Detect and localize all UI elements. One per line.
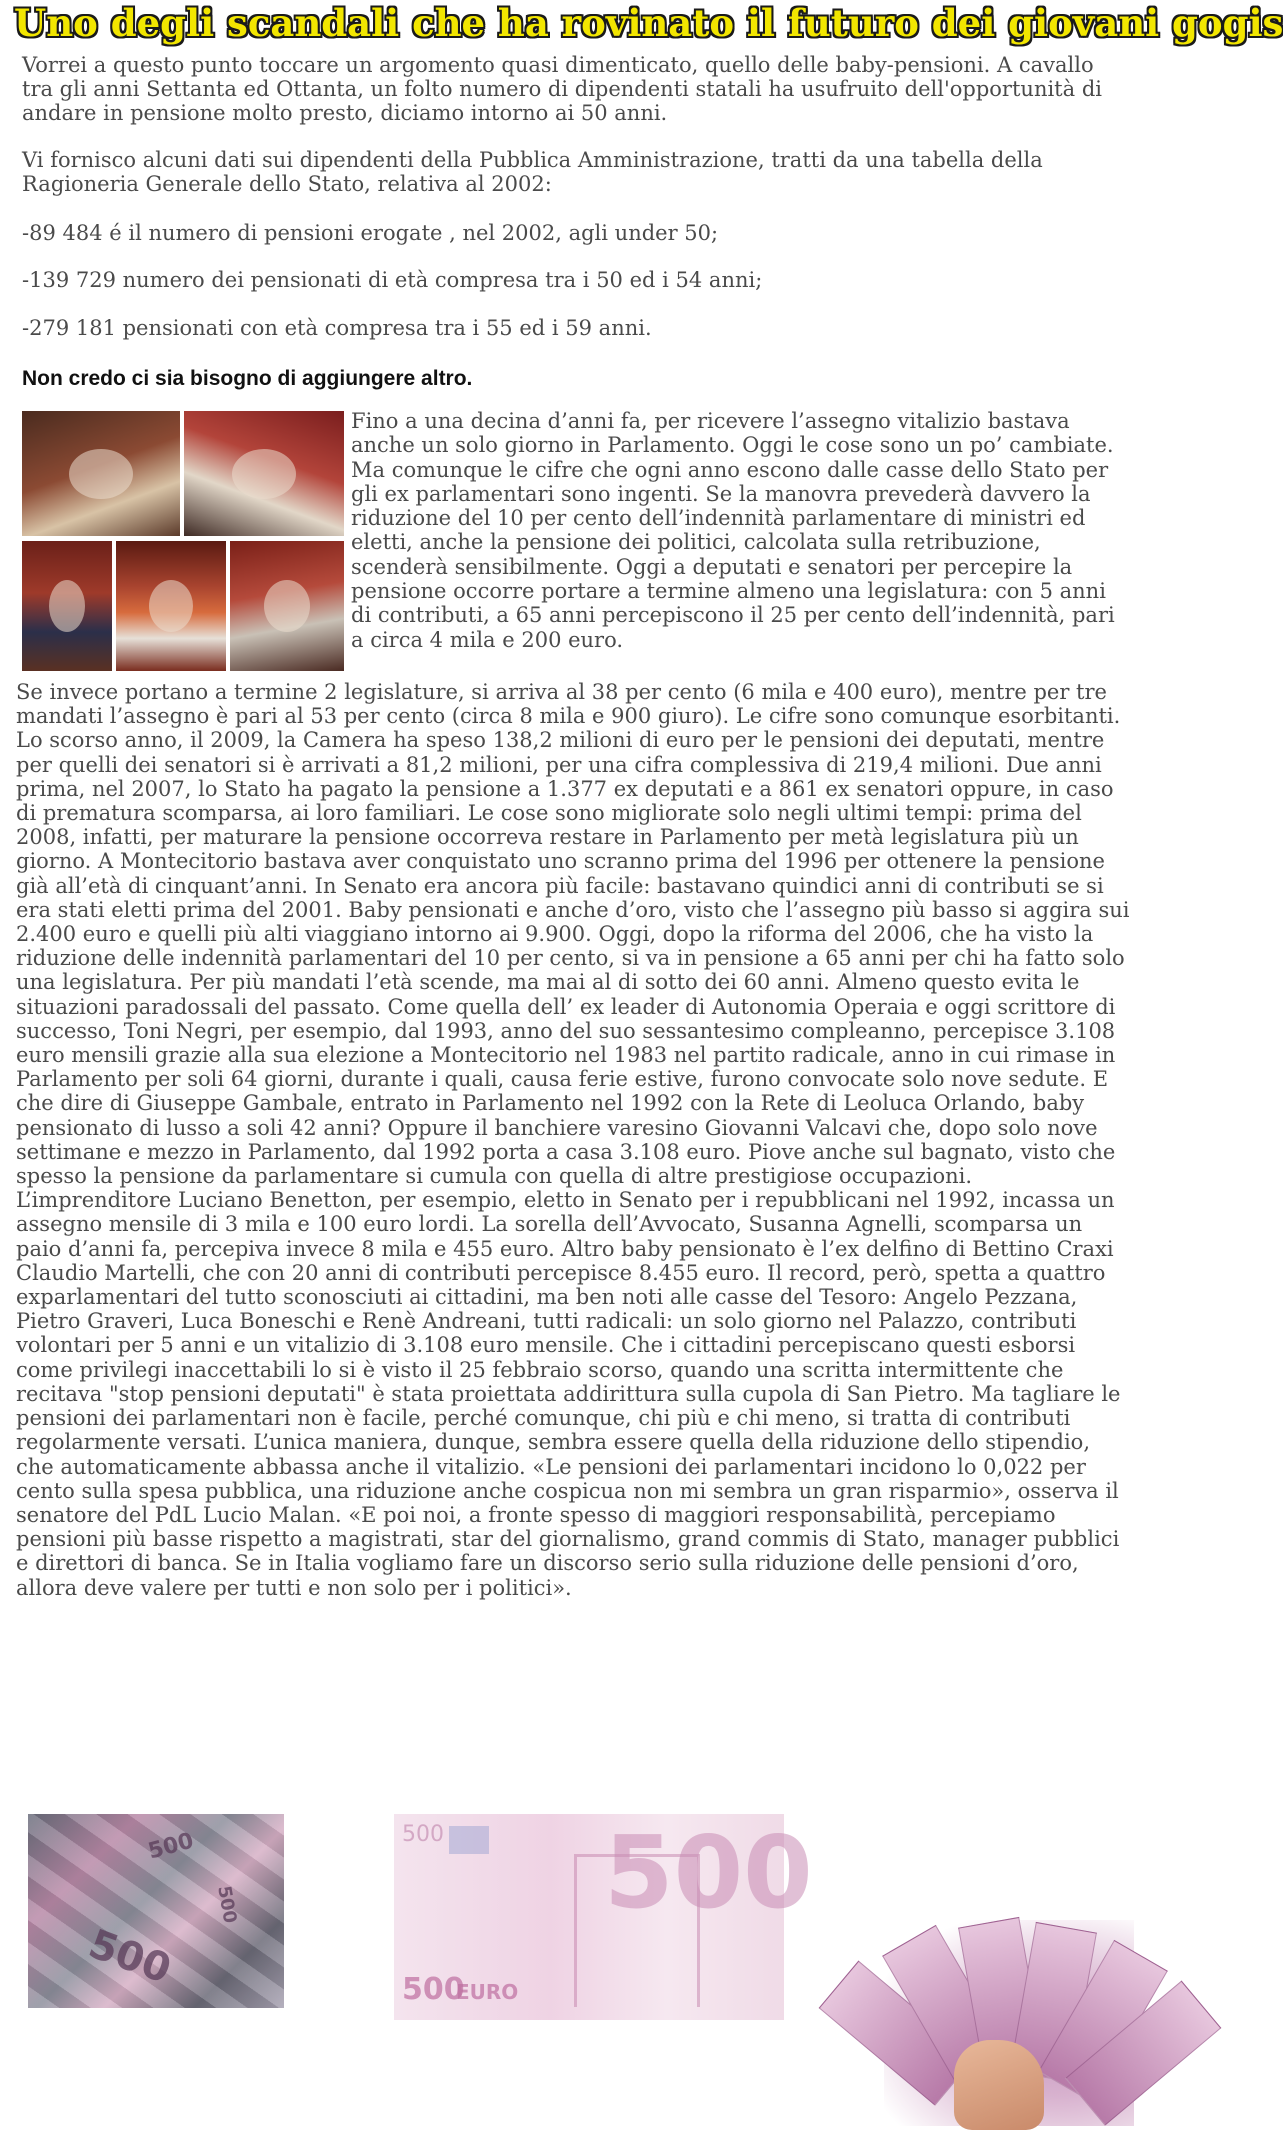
banknote-euro-label: EURO <box>456 1980 519 2004</box>
eu-flag-icon <box>449 1826 489 1854</box>
article-body: Se invece portano a termine 2 legislature, si arriva al 38 per cento (6 mila e 400 euro), mentre per tre mandati l’assegno è pari al 53 per cento (circa 8 mila e 900 giuro). Le cifre sono comunque esorbitanti. Lo scorso anno, il 2009, la Camera ha speso 138,2 milioni di euro per le pensioni dei deputati, mentre per quelli dei senatori si è arrivati a 81,2 milioni, per una cifra complessiva di 219,4 milioni. Due anni prima, nel 2007, lo Stato ha pagato la pensione a 1.377 ex deputati e a 861 ex senatori oppure, in caso di prematura scomparsa, ai loro familiari. Le cose sono migliorate solo negli ultimi tempi: prima del 2008, infatti, per maturare la pensione occorreva restare in Parlamento per metà legislatura più un giorno. A Montecitorio bastava aver conquistato uno scranno prima del 1996 per ottenere la pensione già all’età di cinquant’anni. In Senato era ancora più facile: bastavano quindici anni di contributi se si era stati eletti prima del 2001. Baby pensionati e anche d’oro, visto che l’assegno più basso si aggira sui 2.400 euro e quelli più alti viaggiano intorno ai 9.900. Oggi, dopo la riforma del 2006, che ha visto la riduzione delle indennità parlamentari del 10 per cento, si va in pensione a 65 anni per chi ha fatto solo una legislatura. Per più mandati l’età scende, ma mai al di sotto dei 60 anni. Almeno questo evita le situazioni paradossali del passato. Come quella dell’ ex leader di Autonomia Operaia e oggi scrittore di successo, Toni Negri, per esempio, dal 1993, anno del suo sessantesimo compleanno, percepisce 3.108 euro mensili grazie alla sua elezione a Montecitorio nel 1983 nel partito radicale, anno in cui rimase in Parlamento per soli 64 giorni, durante i quali, causa ferie estive, furono convocate solo nove sedute. E che dire di Giuseppe Gambale, entrato in Parlamento nel 1992 con la Rete di Leoluca Orlando, baby pensionato di lusso a soli 42 anni? Oppure il banchiere varesino Giovanni Valcavi che, dopo solo nove settimane e mezzo in Parlamento, dal 1992 porta a casa 3.108 euro. Piove anche sul bagnato, visto che spesso la pensione da parlamentare si cumula con quella di altre prestigiose occupazioni. L’imprenditore Luciano Benetton, per esempio, eletto in Senato per i repubblicani nel 1992, incassa un assegno mensile di 3 mila e 100 euro lordi. La sorella dell’Avvocato, Susanna Agnelli, scomparsa un paio d’anni fa, percepiva invece 8 mila e 455 euro. Altro baby pensionato è l’ex delfino di Bettino Craxi Claudio Martelli, che con 20 anni di contributi percepisce 8.455 euro. Il record, però, spetta a quattro exparlamentari del tutto sconosciuti ai cittadini, ma ben noti alle casse del Tesoro: Angelo Pezzana, Pietro Graveri, Luca Boneschi e Renè Andreani, tutti radicali: un solo giorno nel Palazzo, contributi volontari per 5 anni e un vitalizio di 3.108 euro mensile. Che i cittadini percepiscano questi esborsi come privilegi inaccettabili lo si è visto il 25 febbraio scorso, quando una scritta intermittente che recitava "stop pensioni deputati" è stata proiettata addirittura sulla cupola di San Pietro. Ma tagliare le pensioni dei parlamentari non è facile, perché comunque, chi più e chi meno, si tratta di contributi regolarmente versati. L’unica maniera, dunque, sembra essere quella della riduzione dello stipendio, che automaticamente abbassa anche il vitalizio. «Le pensioni dei parlamentari incidono lo 0,022 per cento sulla spesa pubblica, una riduzione anche cospicua non mi sembra un gran risparmio», osserva il senatore del PdL Lucio Malan. «E poi noi, a fronte spesso di maggiori responsabilità, percepiamo pensioni più basse rispetto a magistrati, star del giornalismo, grand commis di Stato, manager pubblici e direttori di banca. Se in Italia vogliamo fare un discorso serio sulla riduzione delle pensioni d’oro, allora deve valere per tutti e non solo per i politici». <box>16 680 1130 1600</box>
euro-500-banknote-image <box>394 1814 813 2020</box>
intro-paragraph-1: Vorrei a questo punto toccare un argomento quasi dimenticato, quello delle baby-pensioni. A cavallo tra gli anni Settanta ed Ottanta, un folto numero di dipendenti statali ha usufruito dell'opportunità di andare in pensione molto presto, diciamo intorno ai 50 anni. <box>22 53 1102 125</box>
politician-photo-4 <box>116 541 226 671</box>
stat-50-54: -139 729 numero dei pensionati di età compresa tra i 50 ed i 54 anni; <box>22 268 763 292</box>
note-label: 500 <box>213 1884 241 1925</box>
note-label: 500 <box>82 1921 177 1993</box>
sleeping-politicians-collage <box>22 411 344 671</box>
banknote-corner-value: 500 <box>402 1822 444 1847</box>
note-label: 500 <box>145 1828 197 1865</box>
banknotes-pile-image <box>28 1814 284 2008</box>
pension-intro-text: Fino a una decina d’anni fa, per ricevere l’assegno vitalizio bastava anche un solo giorno in Parlamento. Oggi le cose sono un po’ cambiate. Ma comunque le cifre che ogni anno escono dalle casse dello Stato per gli ex parlamentari sono ingenti. Se la manovra prevederà davvero la riduzione del 10 per cento dell’indennità parlamentare di ministri ed eletti, anche la pensione dei politici, calcolata sulla retribuzione, scenderà sensibilmente. Oggi a deputati e senatori per percepire la pensione occorre portare a termine almeno una legislatura: con 5 anni di contributi, a 65 anni percepiscono il 25 per cento dell’indennità, pari a circa 4 mila e 200 euro. <box>351 409 1115 652</box>
intro-paragraph-2: Vi fornisco alcuni dati sui dipendenti della Pubblica Amministrazione, tratti da una tabella della Ragioneria Generale dello Stato, relativa al 2002: <box>22 148 1043 196</box>
conclusion-line: Non credo ci sia bisogno di aggiungere altro. <box>22 367 473 390</box>
banknote-large-value: 500 <box>604 1814 813 1931</box>
banknote-small-value: 500 <box>402 1972 465 2007</box>
politician-photo-1 <box>22 411 180 536</box>
politician-photo-5 <box>230 541 344 671</box>
hand-icon <box>954 2040 1044 2130</box>
politician-photo-2 <box>184 411 344 536</box>
stat-under-50: -89 484 é il numero di pensioni erogate , nel 2002, agli under 50; <box>22 221 719 245</box>
hand-holding-banknotes-image <box>884 1920 1134 2126</box>
page-title: Uno degli scandali che ha rovinato il futuro dei giovani gogis <box>14 1 1283 45</box>
stat-55-59: -279 181 pensionati con età compresa tra i 55 ed i 59 anni. <box>22 316 652 340</box>
politician-photo-3 <box>22 541 112 671</box>
